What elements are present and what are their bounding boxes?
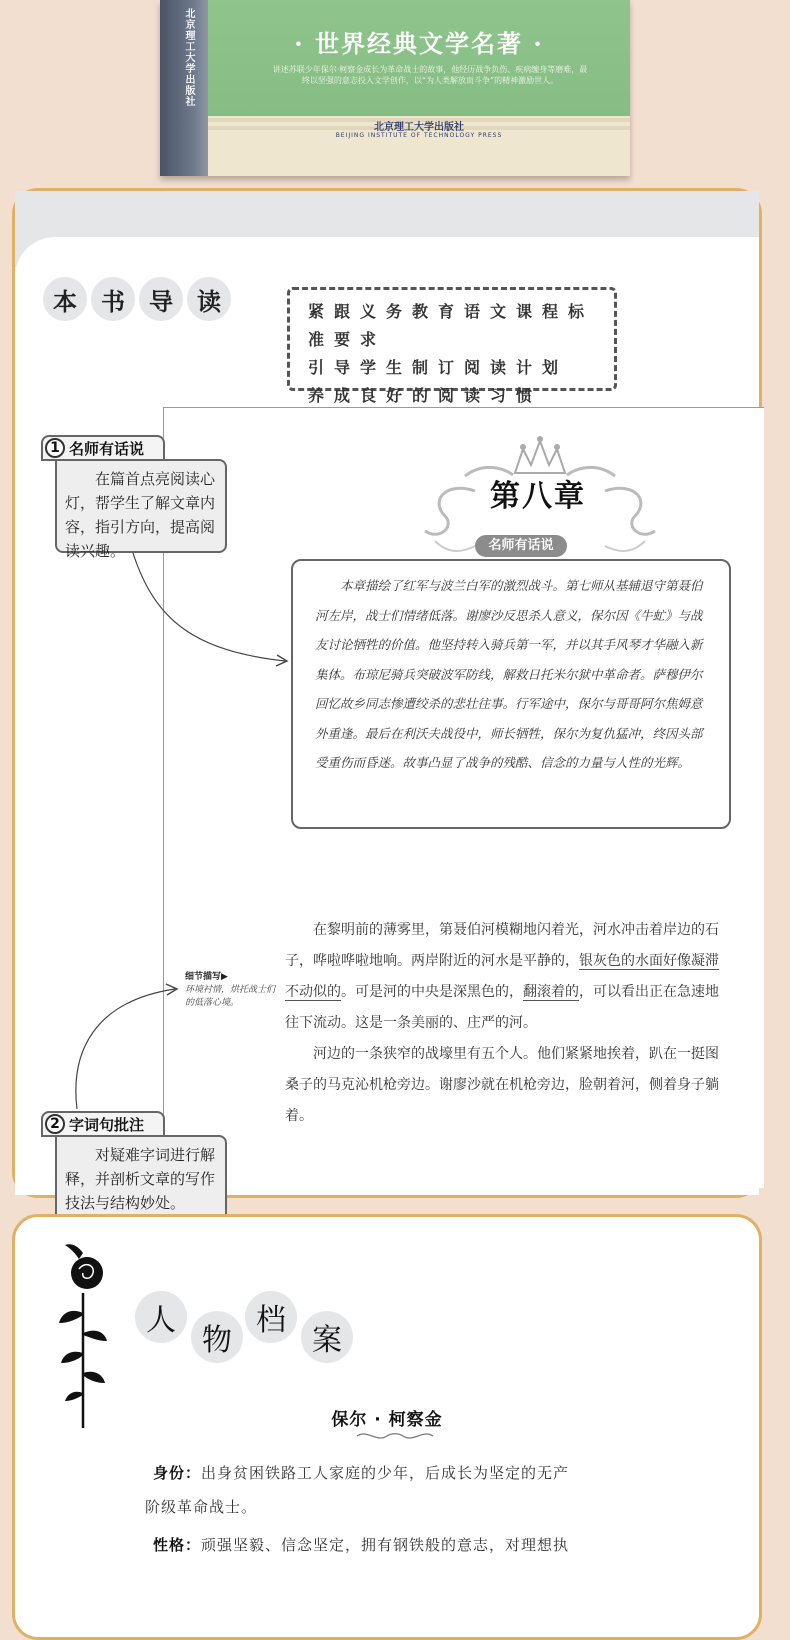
annotated-phrase: 翻滚着的 <box>523 984 579 1000</box>
curriculum-standards-box <box>287 287 617 405</box>
title-char: 导 <box>139 277 183 321</box>
reading-guide-panel <box>12 188 762 1212</box>
rose-icon <box>53 1233 113 1433</box>
book-description: 讲述苏联少年保尔·柯察金成长为革命战士的故事，他经历战争负伤、疾病缠身等磨难，最终以坚强的意志投入文学创作，以“为人类解放而斗争”的精神激励世人。 <box>272 65 588 85</box>
title-char: 人 <box>135 1291 187 1343</box>
profile-identity-continued: 阶级革命战士。 <box>145 1498 258 1516</box>
book-spine-text: 北京理工大学出版社 <box>183 8 194 107</box>
profile-personality <box>153 1529 713 1561</box>
annotation-title: 细节描写▶ <box>185 972 228 982</box>
title-char: 案 <box>301 1311 353 1363</box>
annotated-phrase: 银灰色的水面好像凝滞不动似的 <box>285 953 719 1000</box>
feature-number: 2 <box>45 1114 65 1134</box>
title-char: 读 <box>187 277 231 321</box>
profile-value: 出身贫困铁路工人家庭的少年，后成长为坚定的无产 <box>201 1464 570 1482</box>
book-title: · 世界经典文学名著 · <box>294 29 544 58</box>
feature-number: 1 <box>45 438 65 458</box>
margin-annotation <box>185 971 275 1010</box>
character-profile-panel <box>12 1214 762 1640</box>
annotation-body: 环境衬情，烘托战士们的低落心境。 <box>185 985 276 1008</box>
standards-line: 养成良好的阅读习惯 <box>308 386 543 405</box>
feature-label-text: 名师有话说 <box>69 439 145 458</box>
profile-value: 顽强坚毅、信念坚定，拥有钢铁般的意志，对理想执 <box>201 1536 570 1554</box>
chapter-body-text <box>285 915 731 1132</box>
body-paragraph: 河边的一条狭窄的战壕里有五个人。他们紧紧地挨着，趴在一挺图桑子的马克沁机枪旁边。谢廖沙就在机枪旁边，脸朝着河，侧着身子躺着。 <box>285 1046 719 1124</box>
standards-line: 紧跟义务教育语文课程标准要求 <box>308 302 595 349</box>
title-char: 本 <box>43 277 87 321</box>
book-publisher-english: BEIJING INSTITUTE OF TECHNOLOGY PRESS <box>335 132 503 139</box>
teacher-talk-badge: 名师有话说 <box>475 535 567 557</box>
reading-guide-title <box>43 277 231 321</box>
book-cover <box>160 0 630 176</box>
standards-line: 引导学生制订阅读计划 <box>308 358 569 377</box>
feature-description-teacher-talk: 在篇首点亮阅读心灯，帮学生了解文章内容，指引方向，提高阅读兴趣。 <box>55 459 227 553</box>
feature-description-annotation: 对疑难字词进行解释，并剖析文章的写作技法与结构妙处。 <box>55 1135 227 1225</box>
book-spine <box>160 0 208 176</box>
title-char: 档 <box>245 1291 297 1343</box>
character-name: 保尔 · 柯察金 <box>331 1410 443 1430</box>
feature-label-teacher-talk <box>41 435 165 461</box>
feature-label-text: 字词句批注 <box>69 1115 145 1134</box>
profile-identity <box>153 1457 713 1489</box>
book-publisher: 北京理工大学出版社 <box>374 122 464 133</box>
profile-label: 性格： <box>153 1536 202 1554</box>
chapter-summary: 本章描绘了红军与波兰白军的激烈战斗。第七师从基辅退守第聂伯河左岸，战士们情绪低落。谢廖沙反思杀人意义，保尔因《牛虻》与战友讨论牺牲的价值。他坚持转入骑兵第一军，并以其手风琴才华融入新集体。布琼尼骑兵突破波军防线，解救日托米尔狱中革命者。萨穆伊尔回忆故乡同志惨遭绞杀的悲壮往事。行军途中，保尔与哥哥阿尔焦姆意外重逢。最后在利沃夫战役中，师长牺牲，保尔为复仇猛冲，终因头部受重伤而昏迷。故事凸显了战争的残酷、信念的力量与人性的光辉。 <box>291 559 731 829</box>
profile-label: 身份： <box>153 1464 202 1482</box>
chapter-title: 第八章 <box>490 479 586 514</box>
feature-label-annotation <box>41 1111 165 1137</box>
body-paragraph: 在黎明前的薄雾里，第聂伯河模糊地闪着光，河水冲击着岸边的石子，哗啦哗啦地响。两岸附近的河水是平静的，银灰色的水面好像凝滞不动似的。可是河的中央是深黑色的，翻滚着的，可以看出正在急速地往下流动。这是一条美丽的、庄严的河。 <box>285 922 719 1031</box>
title-char: 书 <box>91 277 135 321</box>
flourish-icon <box>355 1429 435 1443</box>
title-char: 物 <box>191 1311 243 1363</box>
